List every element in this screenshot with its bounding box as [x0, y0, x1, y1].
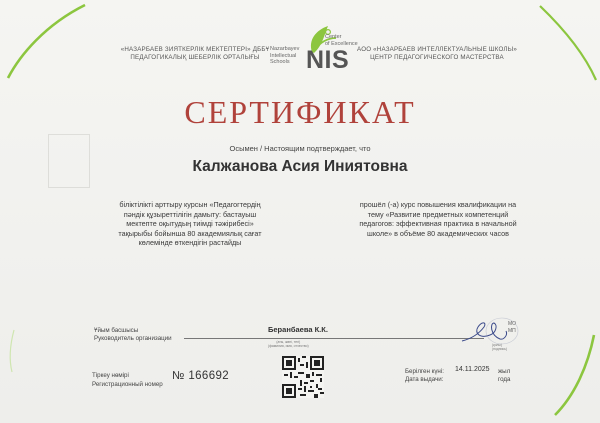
qr-code-icon [282, 356, 324, 398]
issue-date-label: Берілген күні: Дата выдачи: [405, 368, 444, 383]
signer-name: Беранбаева К.К. [268, 325, 328, 334]
signature-mark-label: (қолы) (подпись) [492, 343, 508, 351]
issue-year-label: жыл года [498, 368, 511, 383]
org-name-ru-text: АОО «НАЗАРБАЕВ ИНТЕЛЛЕКТУАЛЬНЫЕ ШКОЛЫ» ЦЕНТР ПЕДАГОГИЧЕСКОГО МАСТЕРСТВА [357, 46, 517, 61]
course-description-kz: біліктілікті арттыру курсын «Педагогтердің пәндік құзыреттілігін дамыту: бастауыш мектепте оқытудың тиімді тәжірибесі» тақырыбы бойынша 80 академиялық сағат көлемінде өткендігін растайды [118, 200, 262, 248]
recipient-name: Калжанова Асия Иниятовна [192, 158, 408, 175]
signature-seal [456, 313, 526, 349]
org-name-kz-text: «НАЗАРБАЕВ ЗИЯТКЕРЛІК МЕКТЕПТЕРІ» ДББҰ ПЕДАГОГИКАЛЫҚ ШЕБЕРЛІК ОРТАЛЫҒЫ [120, 46, 270, 61]
signature-label: Ұйым басшысы Руководитель организации [94, 327, 172, 342]
registration-label: Тіркеу нөмірі Регистрационный номер [92, 372, 163, 388]
certificate-title: СЕРТИФИКАТ [184, 94, 416, 130]
course-description-ru: прошёл (-а) курс повышения квалификации на тему «Развитие предметных компетенций педагогов: эффективная практика в начальной школе» в объёме 80 академических часов [359, 200, 517, 238]
logo-center-label: Center of Excellence [325, 34, 358, 47]
logo-wordmark: NIS [306, 46, 350, 74]
signature-hint: (аты, жөні, тегі) (фамилия, имя, отчество) [268, 340, 309, 349]
seal-label: МО МП [508, 321, 517, 334]
registration-number: № 166692 [172, 370, 230, 382]
signature-line [184, 338, 484, 339]
confirmation-text: Осымен / Настоящим подтверждает, что [229, 144, 371, 153]
issue-date: 14.11.2025 [455, 366, 490, 373]
logo-subtitle: Nazarbayev Intellectual Schools [270, 46, 300, 66]
org-name-ru [352, 46, 522, 62]
